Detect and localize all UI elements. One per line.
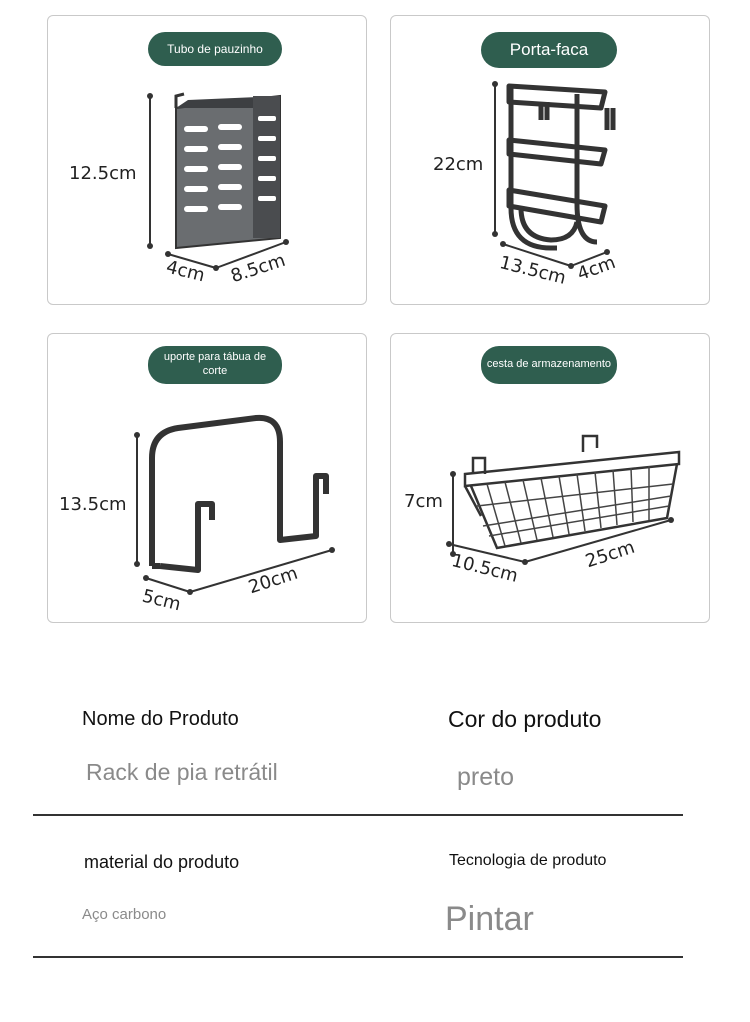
product-card-chopstick-tube bbox=[47, 15, 367, 305]
card-title: uporte para tábua de corte bbox=[163, 351, 267, 377]
product-technology-value: Pintar bbox=[445, 900, 534, 938]
storage-basket-illustration bbox=[391, 334, 709, 622]
product-card-cutting-board-support bbox=[47, 333, 367, 623]
product-technology-label: Tecnologia de produto bbox=[449, 852, 607, 869]
dim-width: 8.5cm bbox=[228, 249, 288, 288]
divider bbox=[33, 814, 683, 816]
chopstick-tube-illustration bbox=[48, 16, 366, 304]
dim-depth: 10.5cm bbox=[449, 550, 521, 587]
product-name-value: Rack de pia retrátil bbox=[86, 759, 278, 785]
card-title: Porta-faca bbox=[509, 40, 589, 60]
dim-depth: 4cm bbox=[164, 256, 207, 287]
product-name-label: Nome do Produto bbox=[82, 708, 239, 730]
card-title: Tubo de pauzinho bbox=[167, 41, 263, 56]
dim-depth: 4cm bbox=[574, 251, 619, 286]
product-card-storage-basket bbox=[390, 333, 710, 623]
product-material-value: Aço carbono bbox=[82, 906, 167, 923]
dim-height: 22cm bbox=[433, 154, 484, 175]
product-material-label: material do produto bbox=[84, 852, 240, 872]
dim-height: 12.5cm bbox=[69, 163, 137, 184]
dim-width: 20cm bbox=[245, 562, 301, 599]
product-color-label: Cor do produto bbox=[448, 706, 602, 732]
cutting-board-support-illustration bbox=[48, 334, 366, 622]
product-color-value: preto bbox=[457, 763, 514, 791]
divider bbox=[33, 956, 683, 958]
dim-depth: 5cm bbox=[140, 585, 183, 616]
dim-width: 25cm bbox=[582, 536, 638, 573]
dim-height: 13.5cm bbox=[59, 494, 127, 515]
card-title: cesta de armazenamento bbox=[486, 358, 612, 371]
dim-width: 13.5cm bbox=[497, 252, 569, 289]
product-card-knife-holder bbox=[390, 15, 710, 305]
dim-height: 7cm bbox=[404, 491, 443, 512]
